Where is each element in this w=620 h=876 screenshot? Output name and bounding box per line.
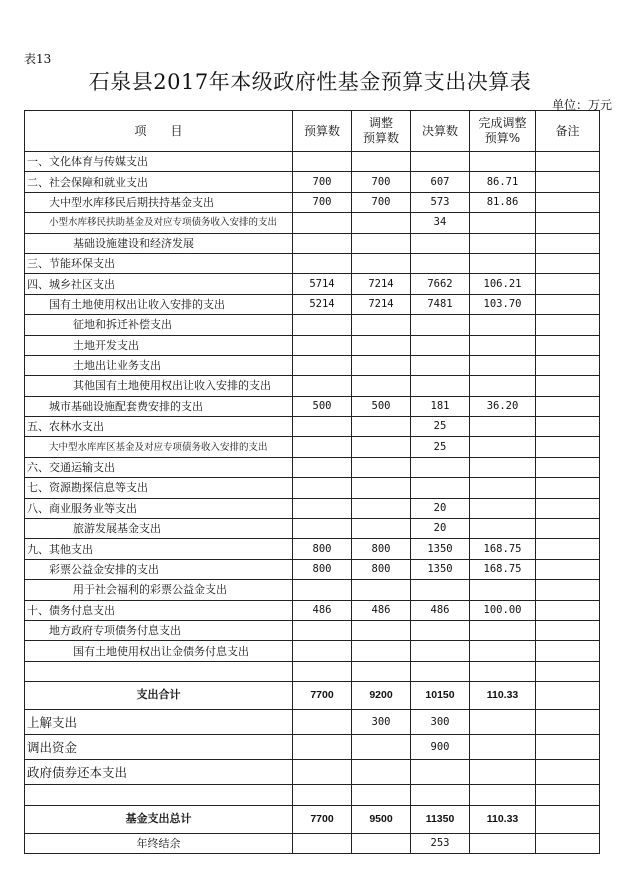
row-final-value <box>411 376 470 396</box>
row-rate-value: 110.33 <box>470 682 536 710</box>
table-row <box>25 833 600 853</box>
row-adjusted-value: 7214 <box>352 274 411 294</box>
row-note-value <box>536 519 600 539</box>
row-final-value <box>411 661 470 681</box>
row-adjusted-value: 486 <box>352 600 411 620</box>
row-rate-value <box>470 457 536 477</box>
budget-table <box>24 110 600 854</box>
table-number-label: 表13 <box>24 52 52 66</box>
row-item-name: 征地和拆迁补偿支出 <box>25 315 293 335</box>
row-note-value <box>536 172 600 192</box>
row-final-value <box>411 785 470 805</box>
table-row <box>25 519 600 539</box>
unit-label: 单位：万元 <box>551 98 612 112</box>
row-final-value: 20 <box>411 519 470 539</box>
row-item-name: 地方政府专项债务付息支出 <box>25 620 293 640</box>
row-adjusted-value <box>352 498 411 518</box>
row-note-value <box>536 376 600 396</box>
row-note-value <box>536 213 600 233</box>
row-budget-value: 5214 <box>293 294 352 314</box>
row-adjusted-value: 9200 <box>352 682 411 710</box>
row-final-value: 300 <box>411 710 470 735</box>
row-budget-value: 800 <box>293 559 352 579</box>
row-rate-value: 110.33 <box>470 805 536 833</box>
row-budget-value <box>293 661 352 681</box>
row-rate-value <box>470 335 536 355</box>
table-row <box>25 661 600 681</box>
table-row <box>25 498 600 518</box>
row-adjusted-value <box>352 376 411 396</box>
row-item-name: 小型水库移民扶助基金及对应专项债务收入安排的支出 <box>25 213 293 233</box>
row-note-value <box>536 661 600 681</box>
row-budget-value <box>293 152 352 172</box>
row-item-name: 城市基础设施配套费安排的支出 <box>25 396 293 416</box>
row-item-name: 二、社会保障和就业支出 <box>25 172 293 192</box>
row-rate-value <box>470 735 536 760</box>
row-rate-value <box>470 641 536 661</box>
row-budget-value <box>293 641 352 661</box>
row-item-name: 一、文化体育与传媒支出 <box>25 152 293 172</box>
row-final-value <box>411 355 470 375</box>
row-final-value: 1350 <box>411 539 470 559</box>
page-title: 石泉县2017年本级政府性基金预算支出决算表 <box>88 70 532 94</box>
row-note-value <box>536 457 600 477</box>
row-adjusted-value: 9500 <box>352 805 411 833</box>
table-row <box>25 539 600 559</box>
row-rate-value <box>470 478 536 498</box>
row-adjusted-value: 800 <box>352 559 411 579</box>
row-note-value <box>536 641 600 661</box>
row-item-name: 四、城乡社区支出 <box>25 274 293 294</box>
row-rate-value <box>470 315 536 335</box>
row-budget-value: 7700 <box>293 682 352 710</box>
row-adjusted-value: 300 <box>352 710 411 735</box>
row-item-name: 年终结余 <box>25 833 293 853</box>
row-note-value <box>536 355 600 375</box>
row-adjusted-value <box>352 760 411 785</box>
row-final-value <box>411 620 470 640</box>
row-item-name: 用于社会福利的彩票公益金支出 <box>25 580 293 600</box>
table-row <box>25 376 600 396</box>
row-item-name: 调出资金 <box>25 735 293 760</box>
row-rate-value <box>470 437 536 457</box>
row-note-value <box>536 785 600 805</box>
row-budget-value <box>293 457 352 477</box>
table-row <box>25 559 600 579</box>
row-note-value <box>536 233 600 253</box>
row-budget-value: 486 <box>293 600 352 620</box>
table-row <box>25 760 600 785</box>
table-row <box>25 682 600 710</box>
row-adjusted-value <box>352 661 411 681</box>
table-row <box>25 478 600 498</box>
row-final-value <box>411 457 470 477</box>
row-item-name: 大中型水库库区基金及对应专项债务收入安排的支出 <box>25 437 293 457</box>
row-item-name: 其他国有土地使用权出让收入安排的支出 <box>25 376 293 396</box>
row-final-value <box>411 315 470 335</box>
table-row <box>25 580 600 600</box>
row-rate-value: 100.00 <box>470 600 536 620</box>
row-note-value <box>536 396 600 416</box>
table-row <box>25 294 600 314</box>
column-header-adjusted: 调整 预算数 <box>352 111 411 152</box>
row-final-value: 7481 <box>411 294 470 314</box>
row-final-value: 25 <box>411 437 470 457</box>
row-note-value <box>536 735 600 760</box>
table-row <box>25 641 600 661</box>
row-budget-value <box>293 315 352 335</box>
row-budget-value: 5714 <box>293 274 352 294</box>
table-row <box>25 192 600 212</box>
row-note-value <box>536 805 600 833</box>
row-adjusted-value <box>352 437 411 457</box>
row-rate-value <box>470 355 536 375</box>
row-note-value <box>536 600 600 620</box>
row-budget-value <box>293 335 352 355</box>
row-final-value <box>411 478 470 498</box>
row-final-value: 20 <box>411 498 470 518</box>
row-note-value <box>536 833 600 853</box>
table-row <box>25 253 600 273</box>
row-item-name: 上解支出 <box>25 710 293 735</box>
table-row <box>25 172 600 192</box>
row-budget-value: 500 <box>293 396 352 416</box>
row-final-value: 486 <box>411 600 470 620</box>
row-adjusted-value <box>352 457 411 477</box>
row-adjusted-value <box>352 833 411 853</box>
row-final-value: 1350 <box>411 559 470 579</box>
column-header-final: 决算数 <box>411 111 470 152</box>
row-item-name: 国有土地使用权出让金债务付息支出 <box>25 641 293 661</box>
column-header-budget: 预算数 <box>293 111 352 152</box>
row-rate-value <box>470 661 536 681</box>
row-adjusted-value: 500 <box>352 396 411 416</box>
row-budget-value <box>293 710 352 735</box>
row-final-value <box>411 152 470 172</box>
table-row <box>25 785 600 805</box>
row-final-value: 10150 <box>411 682 470 710</box>
row-budget-value: 800 <box>293 539 352 559</box>
row-item-name <box>25 785 293 805</box>
row-item-name: 国有土地使用权出让收入安排的支出 <box>25 294 293 314</box>
row-final-value <box>411 233 470 253</box>
row-item-name: 支出合计 <box>25 682 293 710</box>
row-budget-value <box>293 437 352 457</box>
row-note-value <box>536 682 600 710</box>
row-budget-value <box>293 478 352 498</box>
row-note-value <box>536 294 600 314</box>
row-budget-value <box>293 498 352 518</box>
row-adjusted-value <box>352 152 411 172</box>
table-row <box>25 152 600 172</box>
row-rate-value: 36.20 <box>470 396 536 416</box>
row-item-name: 基金支出总计 <box>25 805 293 833</box>
row-note-value <box>536 498 600 518</box>
row-note-value <box>536 315 600 335</box>
row-item-name: 基础设施建设和经济发展 <box>25 233 293 253</box>
row-final-value: 607 <box>411 172 470 192</box>
row-note-value <box>536 274 600 294</box>
row-rate-value <box>470 519 536 539</box>
row-rate-value: 81.86 <box>470 192 536 212</box>
row-final-value: 7662 <box>411 274 470 294</box>
row-adjusted-value <box>352 417 411 437</box>
table-row <box>25 417 600 437</box>
row-item-name: 三、节能环保支出 <box>25 253 293 273</box>
row-item-name: 八、商业服务业等支出 <box>25 498 293 518</box>
table-header-row <box>25 111 600 152</box>
row-adjusted-value <box>352 315 411 335</box>
row-budget-value <box>293 417 352 437</box>
column-header-rate: 完成调整 预算% <box>470 111 536 152</box>
row-rate-value: 106.21 <box>470 274 536 294</box>
row-note-value <box>536 539 600 559</box>
table-row <box>25 457 600 477</box>
row-final-value <box>411 760 470 785</box>
row-final-value <box>411 253 470 273</box>
row-final-value <box>411 335 470 355</box>
row-budget-value <box>293 213 352 233</box>
table-row <box>25 805 600 833</box>
row-adjusted-value <box>352 478 411 498</box>
row-budget-value <box>293 376 352 396</box>
row-note-value <box>536 559 600 579</box>
row-adjusted-value <box>352 580 411 600</box>
table-row <box>25 355 600 375</box>
table-row <box>25 437 600 457</box>
row-adjusted-value: 700 <box>352 192 411 212</box>
row-rate-value <box>470 785 536 805</box>
row-budget-value <box>293 233 352 253</box>
row-item-name: 旅游发展基金支出 <box>25 519 293 539</box>
table-row <box>25 274 600 294</box>
table-row <box>25 335 600 355</box>
row-rate-value <box>470 580 536 600</box>
row-item-name: 五、农林水支出 <box>25 417 293 437</box>
row-note-value <box>536 760 600 785</box>
row-budget-value <box>293 735 352 760</box>
table-row <box>25 233 600 253</box>
row-rate-value: 103.70 <box>470 294 536 314</box>
row-item-name: 土地开发支出 <box>25 335 293 355</box>
row-rate-value <box>470 498 536 518</box>
row-item-name: 彩票公益金安排的支出 <box>25 559 293 579</box>
row-rate-value: 168.75 <box>470 559 536 579</box>
row-rate-value <box>470 620 536 640</box>
row-final-value: 900 <box>411 735 470 760</box>
table-row <box>25 620 600 640</box>
table-row <box>25 735 600 760</box>
row-final-value: 34 <box>411 213 470 233</box>
table-row <box>25 213 600 233</box>
row-budget-value <box>293 580 352 600</box>
row-final-value: 253 <box>411 833 470 853</box>
table-row <box>25 396 600 416</box>
row-note-value <box>536 152 600 172</box>
row-final-value: 11350 <box>411 805 470 833</box>
row-rate-value <box>470 417 536 437</box>
row-budget-value <box>293 760 352 785</box>
row-adjusted-value: 700 <box>352 172 411 192</box>
row-adjusted-value <box>352 253 411 273</box>
row-item-name: 政府债券还本支出 <box>25 760 293 785</box>
row-budget-value <box>293 355 352 375</box>
row-item-name: 六、交通运输支出 <box>25 457 293 477</box>
row-item-name: 七、资源勘探信息等支出 <box>25 478 293 498</box>
row-note-value <box>536 253 600 273</box>
row-rate-value: 86.71 <box>470 172 536 192</box>
row-note-value <box>536 437 600 457</box>
row-final-value: 573 <box>411 192 470 212</box>
row-budget-value <box>293 620 352 640</box>
column-header-item: 项 目 <box>25 111 293 152</box>
table-row <box>25 315 600 335</box>
row-budget-value: 700 <box>293 192 352 212</box>
row-note-value <box>536 417 600 437</box>
row-budget-value <box>293 253 352 273</box>
row-item-name: 土地出让业务支出 <box>25 355 293 375</box>
row-adjusted-value <box>352 335 411 355</box>
row-item-name: 大中型水库移民后期扶持基金支出 <box>25 192 293 212</box>
row-item-name <box>25 661 293 681</box>
row-rate-value <box>470 833 536 853</box>
row-item-name: 十、债务付息支出 <box>25 600 293 620</box>
row-adjusted-value: 7214 <box>352 294 411 314</box>
column-header-note: 备注 <box>536 111 600 152</box>
row-note-value <box>536 710 600 735</box>
row-final-value <box>411 580 470 600</box>
row-note-value <box>536 335 600 355</box>
table-body <box>25 152 600 854</box>
row-adjusted-value <box>352 641 411 661</box>
row-rate-value <box>470 376 536 396</box>
table-row <box>25 710 600 735</box>
row-budget-value <box>293 519 352 539</box>
row-rate-value <box>470 233 536 253</box>
row-rate-value <box>470 253 536 273</box>
row-note-value <box>536 580 600 600</box>
row-adjusted-value <box>352 213 411 233</box>
row-adjusted-value <box>352 355 411 375</box>
row-note-value <box>536 192 600 212</box>
row-adjusted-value <box>352 233 411 253</box>
row-budget-value: 7700 <box>293 805 352 833</box>
row-rate-value <box>470 760 536 785</box>
row-rate-value <box>470 213 536 233</box>
row-rate-value: 168.75 <box>470 539 536 559</box>
row-adjusted-value <box>352 519 411 539</box>
row-final-value: 181 <box>411 396 470 416</box>
row-budget-value <box>293 833 352 853</box>
row-final-value <box>411 641 470 661</box>
row-item-name: 九、其他支出 <box>25 539 293 559</box>
row-adjusted-value <box>352 785 411 805</box>
row-adjusted-value: 800 <box>352 539 411 559</box>
row-final-value: 25 <box>411 417 470 437</box>
table-row <box>25 600 600 620</box>
row-rate-value <box>470 710 536 735</box>
row-adjusted-value <box>352 735 411 760</box>
row-rate-value <box>470 152 536 172</box>
row-note-value <box>536 620 600 640</box>
row-budget-value: 700 <box>293 172 352 192</box>
row-note-value <box>536 478 600 498</box>
row-adjusted-value <box>352 620 411 640</box>
row-budget-value <box>293 785 352 805</box>
